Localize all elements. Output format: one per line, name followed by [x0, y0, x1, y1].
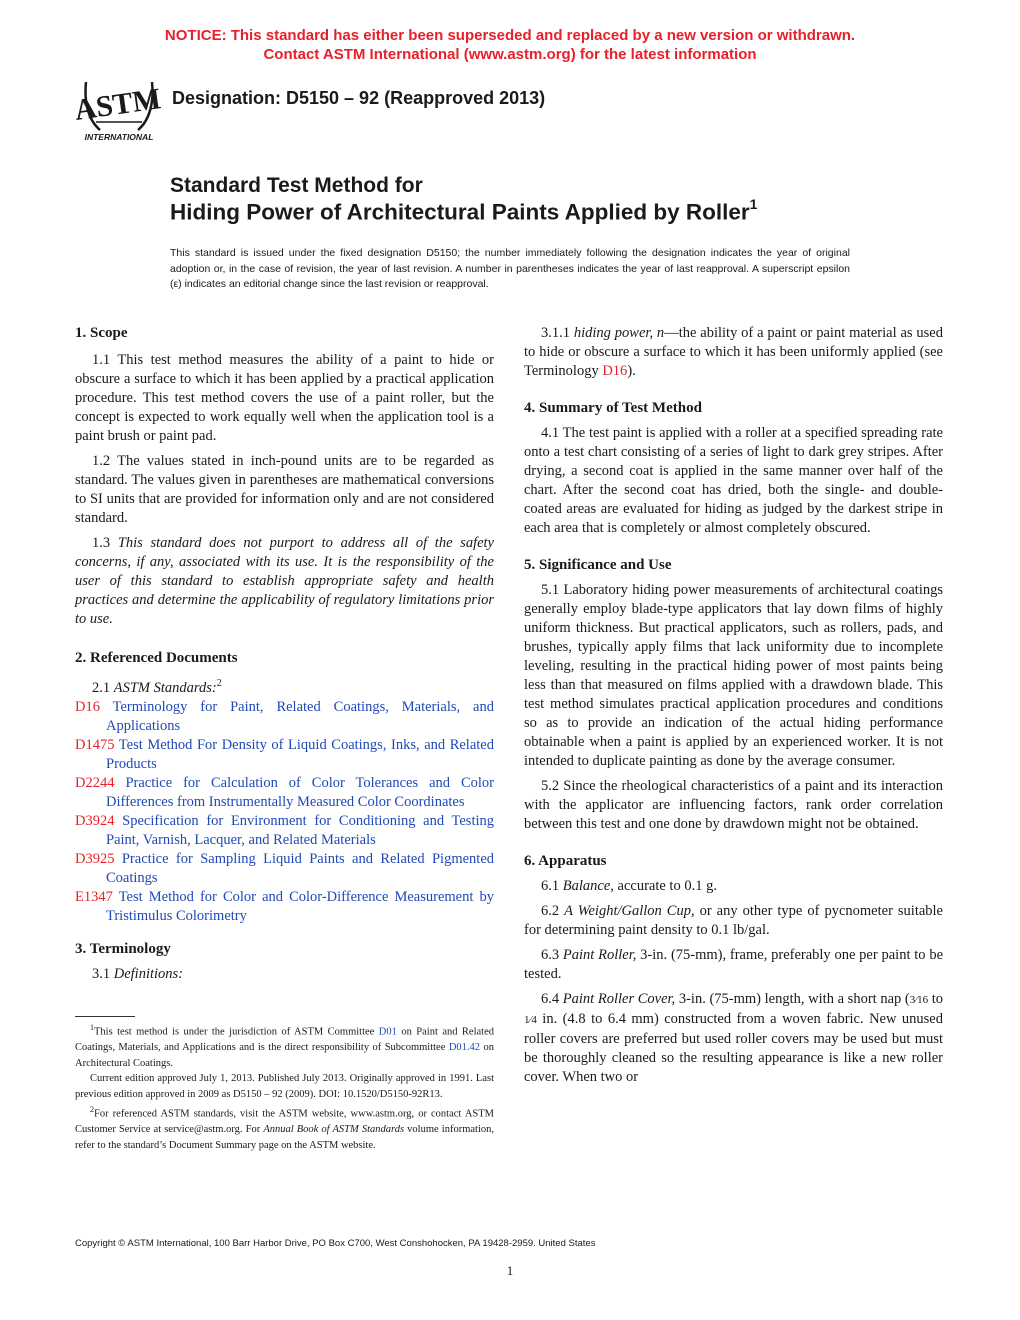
footnote-1-edition: Current edition approved July 1, 2013. Published July 2013. Originally approved in 1991. Last previous edition approved in 2009 as D5150 – 92 (2009). DOI: 10.1520/D5150-92R13.: [75, 1073, 494, 1100]
footnote-1-text-b: on Paint and Related Coatings, Materials, and Applications and is the direct responsibility of Subcommittee: [75, 1026, 494, 1053]
para-1-1: 1.1 This test method measures the ability of a paint to hide or obscure a surface to which it has been applied by a practical application procedure. This test method covers the use of a paint roller, but the concept is expected to work equally well when the application tool is a paint brush or paint pad.: [75, 352, 494, 444]
def-end: ).: [627, 363, 636, 379]
ref-item[interactable]: [75, 850, 494, 888]
item-text: accurate to 0.1 g.: [613, 878, 717, 894]
ref-title[interactable]: Terminology for Paint, Related Coatings, Materials, and Applications: [106, 698, 494, 734]
notice-line-2: Contact ASTM International (www.astm.org) for the latest information: [263, 46, 757, 63]
item-term: Paint Roller,: [562, 947, 637, 963]
page-number: 1: [506, 1263, 514, 1278]
title-footnote-mark: 1: [749, 196, 758, 212]
para-3-1-num: 3.1: [92, 965, 111, 982]
footnote-2-text-a: For referenced ASTM standards, visit the ASTM website, www.astm.org, or contact ASTM Customer Service at service@astm.org. For: [75, 1108, 494, 1135]
footnote-1-text-c: on Architectural Coatings.: [75, 1042, 494, 1069]
def-link[interactable]: D16: [602, 363, 628, 379]
ref-code[interactable]: D1475: [75, 736, 115, 753]
astm-logo: [76, 72, 162, 146]
item-term: Balance,: [562, 878, 614, 894]
ref-title[interactable]: Specification for Environment for Conditioning and Testing Paint, Varnish, Lacquer, and Related Materials: [106, 812, 494, 848]
def-term: hiding power, n: [573, 325, 665, 341]
footnote-1-link-committee[interactable]: D01: [378, 1026, 397, 1038]
para-1-3: [75, 534, 494, 629]
title-main: Hiding Power of Architectural Paints Applied by Roller: [170, 199, 750, 225]
notice-line-1: NOTICE: This standard has either been superseded and replaced by a new version or withdrawn.: [164, 27, 856, 44]
para-1-2: 1.2 The values stated in inch-pound units are to be regarded as standard. The values given in parentheses are mathematical conversions to SI units that are provided for information only and are not considered standard.: [75, 453, 494, 526]
astm-logo-subtitle: INTERNATIONAL: [84, 132, 154, 142]
footnote-1-text-a: This test method is under the jurisdiction of ASTM Committee: [94, 1026, 379, 1038]
item-num: 6.2: [541, 903, 560, 919]
para-2-1-num: 2.1: [92, 679, 111, 696]
ref-code[interactable]: E1347: [75, 888, 113, 905]
footnote-2-text-b: volume information, refer to the standard’s Document Summary page on the ASTM website.: [75, 1124, 494, 1151]
item-text-c: in. (4.8 to 6.4 mm) constructed from a woven fabric. New unused roller covers are preferred but used roller covers may be used but must be thoroughly cleaned so the resulting appearance is like a new roller cover. When two or: [524, 1011, 943, 1085]
ref-title[interactable]: Practice for Sampling Liquid Paints and Related Pigmented Coatings: [106, 850, 495, 886]
ref-title[interactable]: Test Method For Density of Liquid Coatings, Inks, and Related Products: [106, 736, 494, 772]
para-6-3: [524, 946, 943, 984]
para-2-1-mark: 2: [216, 678, 222, 689]
ref-code[interactable]: D3924: [75, 812, 115, 829]
para-4-1: 4.1 The test paint is applied with a roller at a specified spreading rate onto a test chart consisting of a series of light to dark grey stripes. After drying, a second coat is applied in the same manner over half of the chart. After the second coat has dried, both the single- and double-coated areas are evaluated for hiding as judged by the darkest stripe in each area that is completely or almost completely obscured.: [524, 425, 943, 536]
item-term: Paint Roller Cover,: [562, 991, 676, 1007]
right-column: [524, 324, 943, 1087]
para-2-1: [75, 674, 494, 698]
para-6-2: [524, 902, 943, 940]
designation: Designation: D5150 – 92 (Reapproved 2013): [172, 88, 546, 108]
def-text: —the ability of a paint or paint material as used to hide or obscure a surface to which it has been uniformly applied (see Terminology: [524, 325, 943, 379]
def-num: 3.1.1: [541, 325, 570, 341]
item-num: 6.1: [541, 878, 560, 894]
ref-code[interactable]: D16: [75, 698, 100, 715]
ref-title[interactable]: Practice for Calculation of Color Tolerances and Color Differences from Instrumentally Measured Color Coordinates: [106, 774, 495, 810]
footnote-1: [75, 1020, 494, 1071]
ref-item[interactable]: [75, 888, 494, 926]
item-num: 6.4: [541, 991, 560, 1007]
footnote-1-link-subcommittee[interactable]: D01.42: [448, 1042, 481, 1053]
footnote-2-italic: Annual Book of ASTM Standards: [263, 1124, 405, 1135]
ref-item[interactable]: [75, 698, 494, 736]
section-heading-scope: 1. Scope: [75, 325, 128, 341]
item-term: A Weight/Gallon Cup,: [564, 903, 695, 919]
astm-logo-graphic: [76, 72, 162, 146]
para-3-1-1: [524, 324, 943, 381]
section-heading-summary: 4. Summary of Test Method: [524, 400, 702, 416]
fraction-3-16: 3⁄16: [909, 994, 929, 1006]
section-heading-referenced: 2. Referenced Documents: [75, 650, 238, 666]
copyright: Copyright © ASTM International, 100 Barr Harbor Drive, PO Box C700, West Conshohocken, PA 19428-2959. United States: [75, 1238, 596, 1249]
para-6-4: [524, 990, 943, 1087]
title-line-2: [170, 198, 757, 226]
fraction-1-4: 1⁄4: [524, 1014, 537, 1026]
para-1-3-text: This standard does not purport to address all of the safety concerns, if any, associated with its use. It is the responsibility of the user of this standard to establish appropriate safety and health practices and determine the applicability of regulatory limitations prior to use.: [75, 535, 494, 627]
section-heading-significance: 5. Significance and Use: [524, 557, 672, 573]
para-6-1: [524, 877, 943, 896]
para-2-1-label: ASTM Standards:: [113, 679, 217, 696]
item-text: or any other type of pycnometer suitable for determining paint density to 0.1 lb/gal.: [524, 903, 943, 938]
ref-code[interactable]: D2244: [75, 774, 115, 791]
item-text-b: to: [928, 991, 944, 1007]
ref-title[interactable]: Test Method for Color and Color-Difference Measurement by Tristimulus Colorimetry: [106, 888, 494, 924]
left-column: [75, 324, 494, 984]
para-3-1: [75, 965, 494, 984]
astm-logo-letters: ASTM: [76, 82, 162, 127]
section-heading-terminology: 3. Terminology: [75, 940, 171, 957]
para-5-2: 5.2 Since the rheological characteristics of a paint and its interaction with the applicator are influencing factors, rank order correlation between this test and one done by drawdown might not be obtained.: [524, 778, 943, 832]
para-1-3-num: 1.3: [92, 535, 111, 551]
ref-item[interactable]: [75, 736, 494, 774]
footnotes: [75, 1020, 494, 1153]
footnote-divider: [75, 1016, 135, 1017]
item-text: 3-in. (75-mm), frame, preferably one per paint to be tested.: [524, 947, 944, 982]
title-line-1: Standard Test Method for: [170, 174, 423, 197]
item-text-a: 3-in. (75-mm) length, with a short nap (: [675, 991, 910, 1007]
notice-banner: [0, 26, 1020, 64]
footnote-2-mark: 2: [90, 1105, 94, 1114]
section-heading-apparatus: 6. Apparatus: [524, 853, 607, 869]
ref-item[interactable]: [75, 774, 494, 812]
ref-code[interactable]: D3925: [75, 850, 115, 867]
item-num: 6.3: [541, 947, 560, 963]
footnote-2: [75, 1102, 494, 1153]
para-5-1: 5.1 Laboratory hiding power measurements of architectural coatings generally employ blade-type applicators that lay down films of highly uniform thickness. But practical applicators, such as rollers, pads, and brushes, typically apply films that lack uniformity due to incomplete leveling, resulting in the practical hiding power of most paints being less than that measured on films applied with a drawdown blade. This test method simulates practical application procedures and conditions so as to provide an indication of the actual hiding performance obtainable when a paint is applied by an experienced worker. It is not intended to duplicate painting as done by the average consumer.: [524, 582, 943, 769]
para-3-1-label: Definitions:: [113, 965, 184, 982]
intro-statement: This standard is issued under the fixed designation D5150; the number immediately following the designation indicates the year of original adoption or, in the case of revision, the year of last revision. A number in parentheses indicates the year of last reapproval. A superscript epsilon (ε) indicates an editorial change since the last revision or reapproval.: [170, 247, 850, 290]
footnote-1-mark: 1: [90, 1023, 94, 1032]
ref-item[interactable]: [75, 812, 494, 850]
